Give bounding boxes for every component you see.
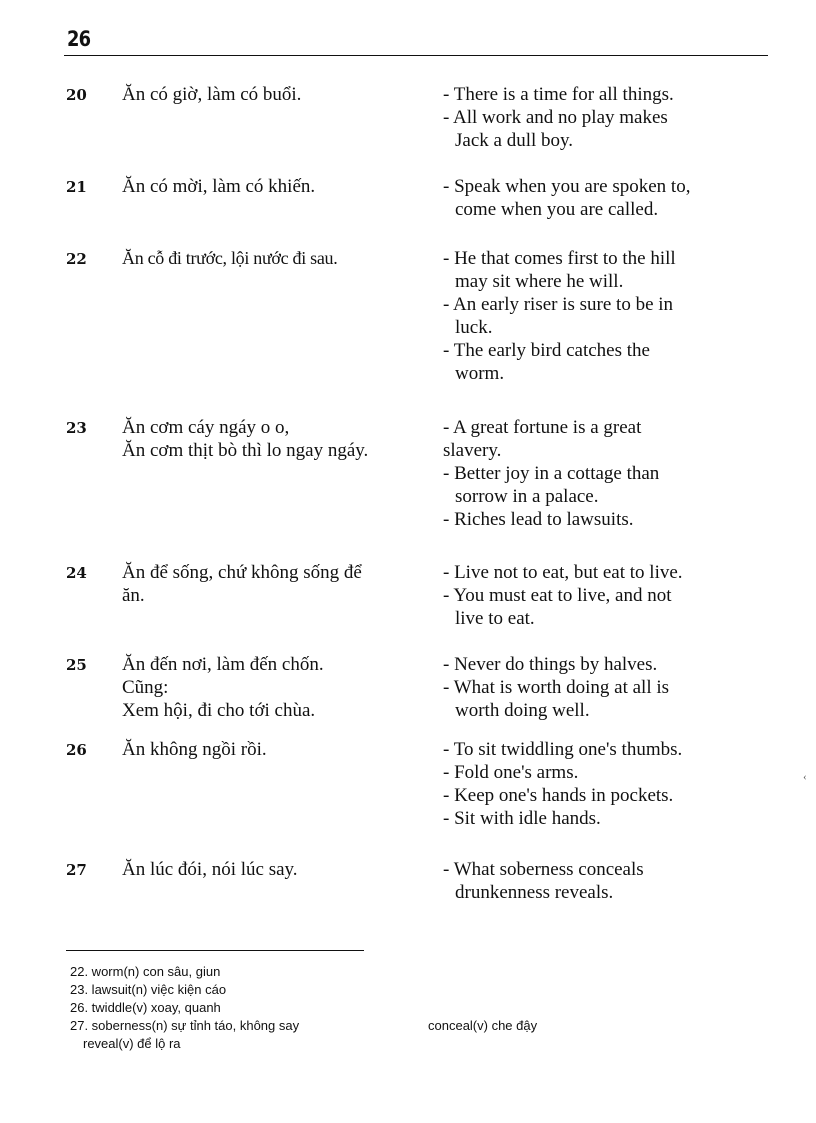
english-equivalents <box>443 738 773 830</box>
page-number: 26 <box>67 27 91 51</box>
proverb-line: Ăn có mời, làm có khiến. <box>122 176 316 197</box>
equivalent-item: - Live not to eat, but eat to live. <box>443 562 683 583</box>
equivalent-item: - The early bird catches the worm. <box>443 340 650 384</box>
proverb-line: Ăn không ngồi rồi. <box>122 739 267 760</box>
vietnamese-proverb <box>122 175 442 198</box>
footnote: 26. twiddle(v) xoay, quanh <box>70 1000 221 1015</box>
vietnamese-proverb <box>122 83 442 106</box>
entry-number: 25 <box>66 656 87 674</box>
proverb-line: Cũng: <box>122 677 169 698</box>
proverb-line: Ăn lúc đói, nói lúc say. <box>122 859 298 880</box>
footnote-extra: conceal(v) che đậy <box>428 1018 538 1033</box>
proverb-line: Ăn có giờ, làm có buổi. <box>122 84 302 105</box>
footnote-continuation: reveal(v) để lộ ra <box>83 1036 181 1051</box>
footnote: 23. lawsuit(n) việc kiện cáo <box>70 982 227 997</box>
english-equivalents <box>443 416 773 531</box>
proverb-line: Ăn cơm thịt bò thì lo ngay ngáy. <box>122 440 369 461</box>
english-equivalents <box>443 83 773 152</box>
equivalent-item: - To sit twiddling one's thumbs. <box>443 739 683 760</box>
proverb-line: Xem hội, đi cho tới chùa. <box>122 700 316 721</box>
equivalent-item: - He that comes first to the hill may sit where he will. <box>443 248 676 292</box>
vietnamese-proverb <box>122 247 442 270</box>
vietnamese-proverb <box>122 653 442 722</box>
entry-number: 22 <box>66 250 87 268</box>
english-equivalents <box>443 653 773 722</box>
entry-number: 27 <box>66 861 87 879</box>
english-equivalents <box>443 175 773 221</box>
equivalent-item: - What is worth doing at all is worth doing well. <box>443 677 670 721</box>
footnote-text: 27. soberness(n) sự tỉnh táo, không say <box>70 1018 300 1033</box>
equivalent-item: - An early riser is sure to be in luck. <box>443 294 674 338</box>
equivalent-item: - You must eat to live, and not live to eat. <box>443 585 672 629</box>
entry-number: 26 <box>66 741 87 759</box>
footnote-rule <box>66 950 364 951</box>
vietnamese-proverb <box>122 738 442 761</box>
equivalent-item: - Fold one's arms. <box>443 762 579 783</box>
proverb-line: ăn. <box>122 585 145 606</box>
equivalent-item: - There is a time for all things. <box>443 84 674 105</box>
header-rule <box>64 55 768 56</box>
proverb-line: Ăn để sống, chứ không sống để <box>122 562 362 583</box>
footnotes <box>70 963 538 1053</box>
entry-number: 21 <box>66 178 87 196</box>
footnote: 22. worm(n) con sâu, giun <box>70 964 221 979</box>
equivalent-item: - A great fortune is a great slavery. <box>443 417 642 461</box>
english-equivalents <box>443 858 773 904</box>
proverb-line: Ăn cỗ đi trước, lội nước đi sau. <box>122 248 338 268</box>
equivalent-item: - Better joy in a cottage than sorrow in a palace. <box>443 463 660 507</box>
equivalent-item: - Never do things by halves. <box>443 654 658 675</box>
margin-mark: ‹ <box>803 771 807 783</box>
equivalent-item: - Riches lead to lawsuits. <box>443 509 634 530</box>
vietnamese-proverb <box>122 858 442 881</box>
proverb-line: Ăn đến nơi, làm đến chốn. <box>122 654 324 675</box>
equivalent-item: - What soberness conceals drunkenness reveals. <box>443 859 644 903</box>
english-equivalents <box>443 561 773 630</box>
proverb-line: Ăn cơm cáy ngáy o o, <box>122 417 290 438</box>
footnote <box>70 1017 538 1035</box>
entry-number: 20 <box>66 86 87 104</box>
entry-number: 24 <box>66 564 87 582</box>
equivalent-item: - Keep one's hands in pockets. <box>443 785 674 806</box>
entry-number: 23 <box>66 419 87 437</box>
english-equivalents <box>443 247 773 385</box>
vietnamese-proverb <box>122 561 442 607</box>
equivalent-item: - Speak when you are spoken to, come when you are called. <box>443 176 691 220</box>
equivalent-item: - Sit with idle hands. <box>443 808 601 829</box>
vietnamese-proverb <box>122 416 442 462</box>
equivalent-item: - All work and no play makes Jack a dull boy. <box>443 107 668 151</box>
